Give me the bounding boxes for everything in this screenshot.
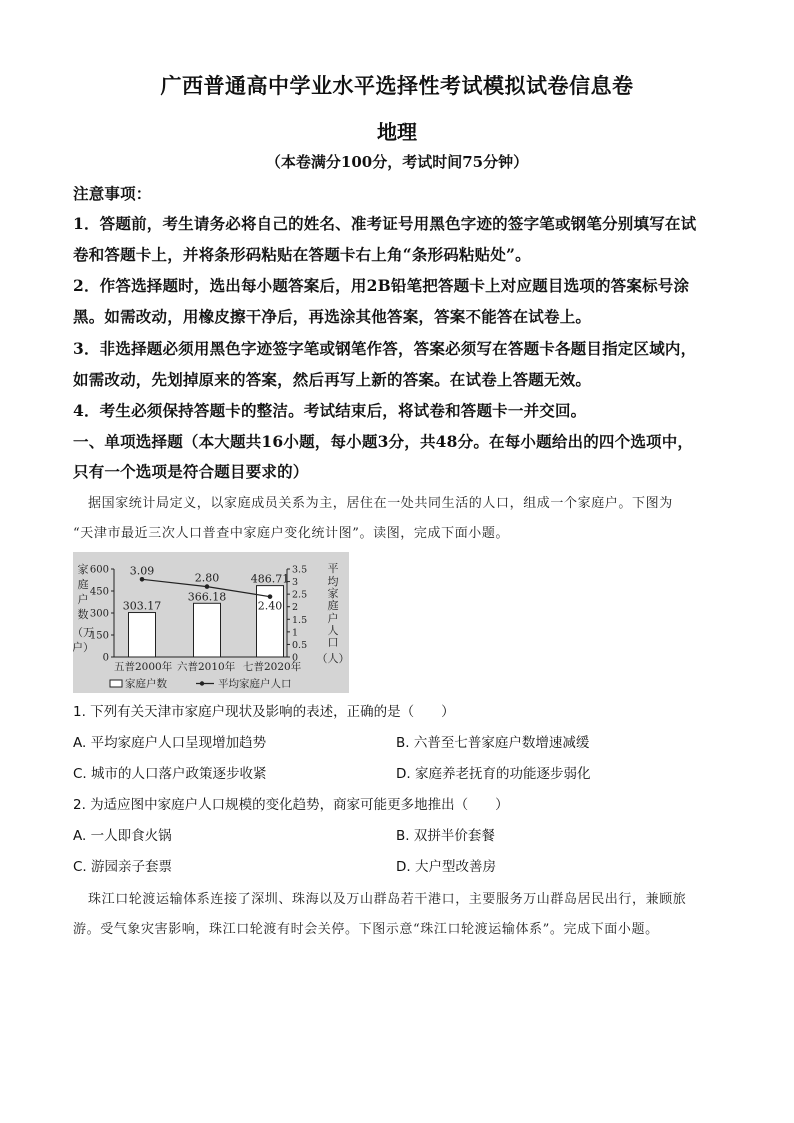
legend-line-label: 平均家庭户人口 [218,678,292,690]
subject-title: 地理 [377,120,417,144]
material-text: “天津市最近三次人口普查中家庭户变化统计图”。读图，完成下面小题。 [73,526,510,541]
question-stem: 1. 下列有关天津市家庭户现状及影响的表述，正确的是（ ） [73,704,455,720]
exam-note: （本卷满分100分，考试时间75分钟） [265,153,529,171]
right-axis-label: 庭 [327,599,339,612]
right-axis-label: （人） [316,652,349,665]
notice-heading: 注意事项： [73,184,152,203]
left-axis-label: 庭 [77,578,89,591]
left-axis-label: 数 [77,608,89,621]
option-c: C. 城市的人口落户政策逐步收紧 [73,766,267,782]
option-b: B. 六普至七普家庭户数增速减缓 [396,735,590,751]
line-point [268,594,273,599]
legend-bar-swatch [110,680,122,687]
notice-line: 黑。如需改动，用橡皮擦干净后，再选涂其他答案，答案不能答在试卷上。 [73,307,592,326]
right-tick-label: 1.5 [292,614,308,626]
option-c: C. 游园亲子套票 [73,859,173,875]
option-d: D. 大户型改善房 [396,859,496,875]
left-tick-label: 150 [89,630,109,642]
option-d: D. 家庭养老抚育的功能逐步弱化 [396,766,591,782]
left-axis-label: （万 [73,626,94,639]
question-stem: 2. 为适应图中家庭户人口规模的变化趋势，商家可能更多地推出（ ） [73,797,509,813]
legend-line-marker [200,681,204,685]
material-text: 珠江口轮渡运输体系连接了深圳、珠海以及万山群岛若干港口，主要服务万山群岛居民出行，兼顾旅 [88,892,687,907]
right-tick-label: 2 [292,602,299,614]
notice-line: 2．作答选择题时，选出每小题答案后，用2B铅笔把答题卡上对应题目选项的答案标号涂 [73,276,690,295]
right-tick-label: 0.5 [292,639,308,651]
left-axis-label: 户） [73,641,94,654]
bar [194,603,221,657]
line-point [140,577,145,582]
option-a: A. 一人即食火锅 [73,828,172,844]
right-tick-label: 1 [292,627,299,639]
category-label: 五普2000年 [114,661,173,673]
bar [129,613,156,657]
line-value-label: 2.80 [194,571,220,585]
line-value-label: 3.09 [129,564,155,578]
right-axis-label: 口 [327,636,339,649]
material-text: 游。受气象灾害影响，珠江口轮渡有时会关停。下图示意“珠江口轮渡运输体系”。完成下面小题。 [73,922,659,937]
category-label: 七普2020年 [243,661,302,673]
left-tick-label: 450 [89,586,109,598]
left-axis-label: 家 [77,563,89,576]
right-tick-label: 0 [292,652,299,664]
right-tick-label: 3 [292,577,299,589]
right-axis-label: 平 [327,562,339,575]
legend-bar-label: 家庭户数 [125,678,167,690]
household-chart [73,552,349,693]
material-text: 据国家统计局定义，以家庭成员关系为主，居住在一处共同生活的人口，组成一个家庭户。下图为 [88,496,673,511]
section-heading: 一、单项选择题（本大题共16小题，每小题3分，共48分。在每小题给出的四个选项中， [73,432,694,451]
right-axis-label: 家 [327,587,339,600]
bar-value-label: 486.71 [250,572,290,586]
left-axis-label: 户 [77,593,89,606]
right-axis-label: 人 [327,624,339,637]
exam-title: 广西普通高中学业水平选择性考试模拟试卷信息卷 [160,73,634,98]
notice-line: 4．考生必须保持答题卡的整洁。考试结束后，将试卷和答题卡一并交回。 [73,401,587,420]
right-axis-label: 户 [327,612,339,625]
right-tick-label: 3.5 [292,564,308,576]
category-label: 六普2010年 [177,661,236,673]
right-axis-label: 均 [327,575,339,588]
bar-value-label: 366.18 [187,590,227,604]
notice-line: 如需改动，先划掉原来的答案，然后再写上新的答案。在试卷上答题无效。 [73,370,592,389]
line-point [205,584,210,589]
right-tick-label: 2.5 [292,589,308,601]
line-value-label: 2.40 [257,599,283,613]
notice-line: 卷和答题卡上，并将条形码粘贴在答题卡右上角“条形码粘贴处”。 [73,245,531,264]
notice-line: 3．非选择题必须用黑色字迹签字笔或钢笔作答，答案必须写在答题卡各题目指定区域内， [73,339,697,358]
bar-value-label: 303.17 [122,599,162,613]
left-tick-label: 600 [89,564,109,576]
section-heading: 只有一个选项是符合题目要求的） [73,462,309,481]
left-tick-label: 0 [102,652,109,664]
option-a: A. 平均家庭户人口呈现增加趋势 [73,735,267,751]
notice-line: 1．答题前，考生请务必将自己的姓名、准考证号用黑色字迹的签字笔或钢笔分别填写在试 [73,214,697,233]
option-b: B. 双拼半价套餐 [396,828,495,844]
left-tick-label: 300 [89,608,109,620]
household-chart-svg [73,552,349,693]
